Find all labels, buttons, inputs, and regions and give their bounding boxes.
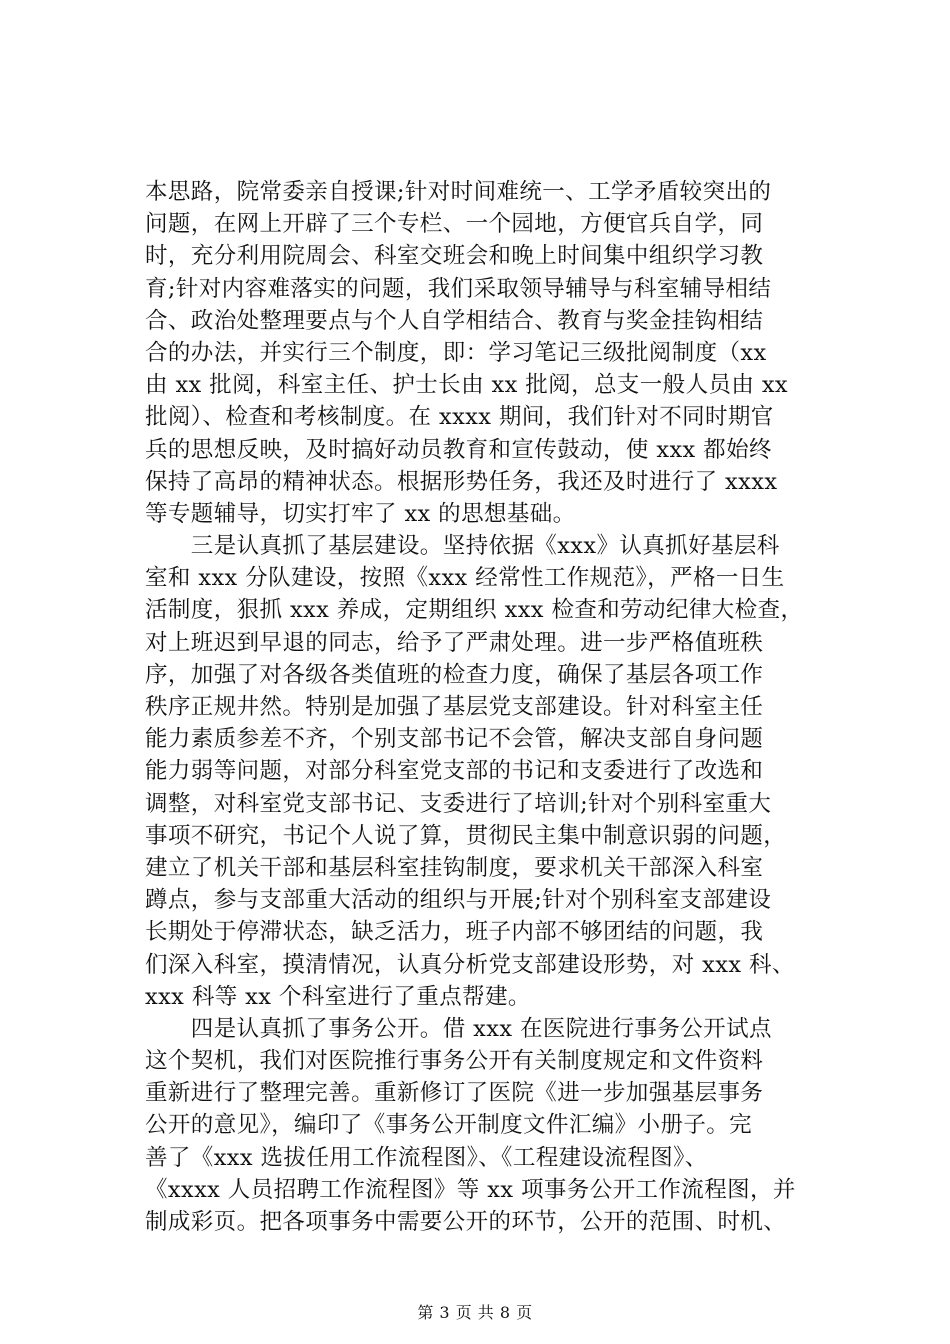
text-line: 等专题辅导，切实打牢了 xx 的思想基础。 (145, 500, 576, 527)
text-line: 合、政治处整理要点与个人自学相结合、教育与奖金挂钩相结 (145, 307, 764, 334)
body-text (145, 176, 845, 1238)
text-line: 们深入科室，摸清情况，认真分析党支部建设形势，对 xxx 科、 (145, 951, 795, 978)
text-line: 活制度，狠抓 xxx 养成，定期组织 xxx 检查和劳动纪律大检查， (145, 597, 804, 624)
text-line: 合的办法，并实行三个制度，即：学习笔记三级批阅制度（xx (145, 339, 767, 366)
text-line: 四是认真抓了事务公开。借 xxx 在医院进行事务公开试点 (145, 1015, 772, 1042)
text-line: 公开的意见》，编印了《事务公开制度文件汇编》小册子。完 (145, 1112, 753, 1139)
text-line: 时，充分利用院周会、科室交班会和晚上时间集中组织学习教 (145, 243, 764, 270)
page-footer: 第 3 页 共 8 页 (417, 1303, 533, 1322)
text-line: 兵的思想反映，及时搞好动员教育和宣传鼓动，使 xxx 都始终 (145, 436, 772, 463)
text-line: xxx 科等 xx 个科室进行了重点帮建。 (145, 983, 531, 1010)
text-line: 育;针对内容难落实的问题，我们采取领导辅导与科室辅导相结 (145, 275, 772, 302)
text-line: 室和 xxx 分队建设，按照《xxx 经常性工作规范》，严格一日生 (145, 565, 785, 592)
text-line: 由 xx 批阅，科室主任、护士长由 xx 批阅，总支一般人员由 xx (145, 372, 788, 399)
text-line: 长期处于停滞状态，缺乏活力，班子内部不够团结的问题，我 (145, 919, 764, 946)
text-line: 批阅）、检查和考核制度。在 xxxx 期间，我们针对不同时期官 (145, 404, 774, 431)
text-line: 调整，对科室党支部书记、支委进行了培训;针对个别科室重大 (145, 790, 772, 817)
text-line: 《xxxx 人员招聘工作流程图》等 xx 项事务公开工作流程图，并 (145, 1176, 796, 1203)
text-line: 三是认真抓了基层建设。坚持依据《xxx》认真抓好基层科 (145, 533, 780, 560)
text-line: 能力弱等问题，对部分科室党支部的书记和支委进行了改选和 (145, 758, 764, 785)
text-line: 重新进行了整理完善。重新修订了医院《进一步加强基层事务 (145, 1080, 764, 1107)
text-line: 保持了高昂的精神状态。根据形势任务，我还及时进行了 xxxx (145, 468, 778, 495)
text-line: 制成彩页。把各项事务中需要公开的环节，公开的范围、时机、 (145, 1209, 787, 1235)
text-line: 能力素质参差不齐，个别支部书记不会管，解决支部自身问题 (145, 726, 764, 753)
text-line: 问题，在网上开辟了三个专栏、一个园地，方便官兵自学，同 (145, 211, 764, 238)
text-line: 善了《xxx 选拔任用工作流程图》、《工程建设流程图》、 (145, 1144, 708, 1171)
text-line: 秩序正规井然。特别是加强了基层党支部建设。针对科室主任 (145, 694, 764, 720)
text-line: 事项不研究，书记个人说了算，贯彻民主集中制意识弱的问题， (145, 822, 787, 849)
text-line: 蹲点，参与支部重大活动的组织与开展;针对个别科室支部建设 (145, 887, 772, 914)
text-line: 序，加强了对各级各类值班的检查力度，确保了基层各项工作 (145, 661, 764, 688)
text-line: 建立了机关干部和基层科室挂钩制度，要求机关干部深入科室 (145, 854, 764, 881)
text-line: 本思路，院常委亲自授课;针对时间难统一、工学矛盾较突出的 (145, 179, 772, 205)
text-line: 这个契机，我们对医院推行事务公开有关制度规定和文件资料 (145, 1048, 764, 1075)
text-line: 对上班迟到早退的同志，给予了严肃处理。进一步严格值班秩 (145, 629, 764, 656)
